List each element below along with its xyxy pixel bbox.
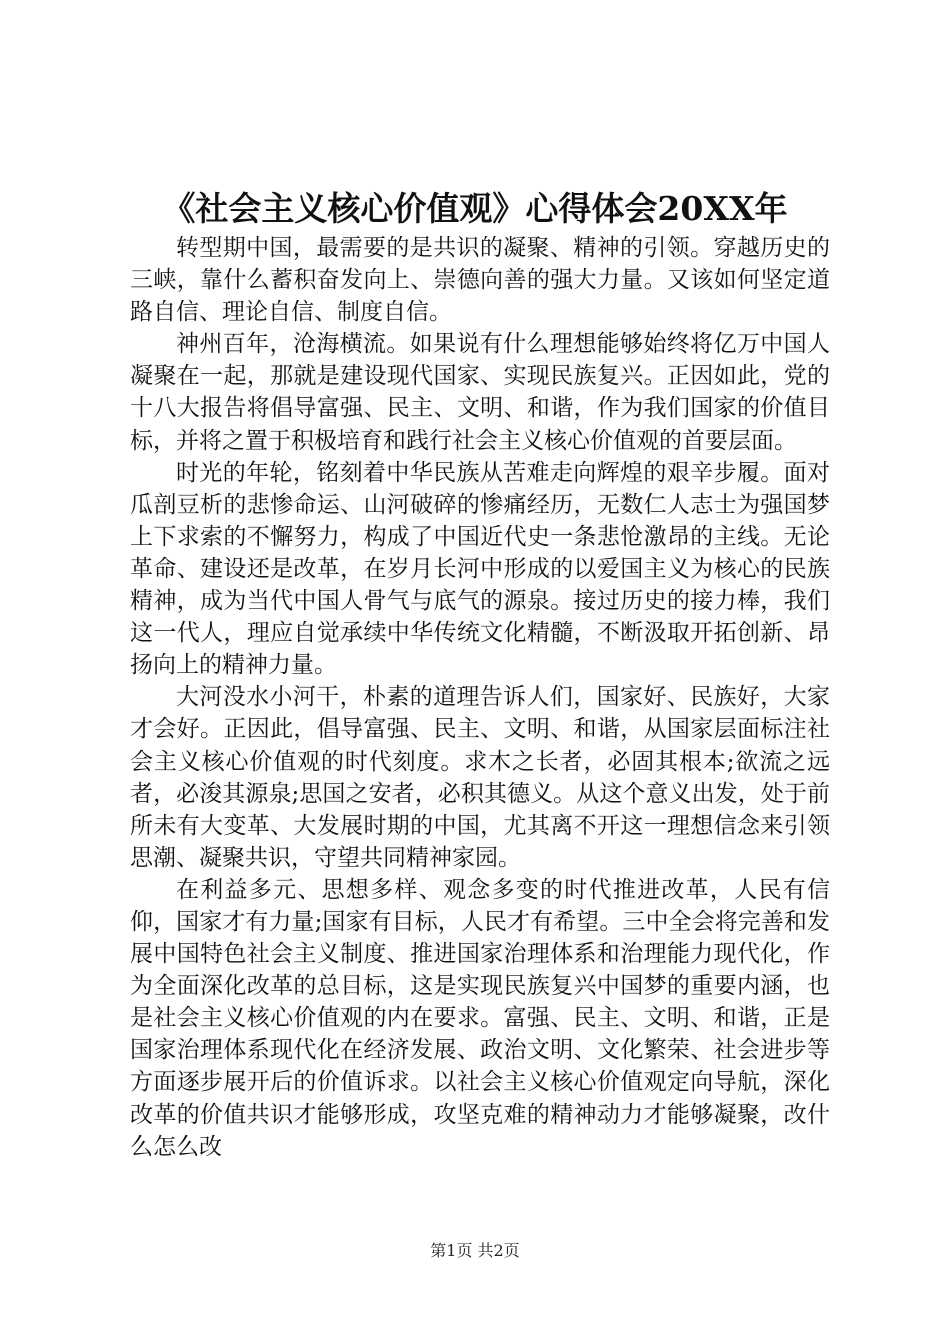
page-title: 《社会主义核心价值观》心得体会20XX年 — [162, 189, 788, 228]
paragraph-4: 大河没水小河干，朴素的道理告诉人们，国家好、民族好，大家才会好。正因此，倡导富强、民主、文明、和谐，从国家层面标注社会主义核心价值观的时代刻度。求木之长者，必固其根本;欲流之远者，必浚其源泉;思国之安者，必积其德义。从这个意义出发，处于前所未有大变革、大发展时期的中国，尤其离不开这一理想信念来引领思潮、凝聚共识，守望共同精神家园。 — [130, 684, 830, 871]
paragraph-3: 时光的年轮，铭刻着中华民族从苦难走向辉煌的艰辛步履。面对瓜剖豆析的悲惨命运、山河破碎的惨痛经历，无数仁人志士为强国梦上下求索的不懈努力，构成了中国近代史一条悲怆激昂的主线。无论革命、建设还是改革，在岁月长河中形成的以爱国主义为核心的民族精神，成为当代中国人骨气与底气的源泉。接过历史的接力棒，我们这一代人，理应自觉承续中华传统文化精髓，不断汲取开拓创新、昂扬向上的精神力量。 — [130, 459, 830, 679]
paragraph-2: 神州百年，沧海横流。如果说有什么理想能够始终将亿万中国人凝聚在一起，那就是建设现代国家、实现民族复兴。正因如此，党的十八大报告将倡导富强、民主、文明、和谐，作为我们国家的价值目标，并将之置于积极培育和践行社会主义核心价值观的首要层面。 — [130, 331, 830, 454]
paragraph-1: 转型期中国，最需要的是共识的凝聚、精神的引领。穿越历史的三峡，靠什么蓄积奋发向上、崇德向善的强大力量。又该如何坚定道路自信、理论自信、制度自信。 — [130, 235, 830, 326]
page-number-footer: 第1页 共2页 — [430, 1241, 520, 1260]
document-body — [130, 232, 830, 1163]
paragraph-5: 在利益多元、思想多样、观念多变的时代推进改革，人民有信仰，国家才有力量;国家有目标，人民才有希望。三中全会将完善和发展中国特色社会主义制度、推进国家治理体系和治理能力现代化，作为全面深化改革的总目标，这是实现民族复兴中国梦的重要内涵，也是社会主义核心价值观的内在要求。富强、民主、文明、和谐，正是国家治理体系现代化在经济发展、政治文明、文化繁荣、社会进步等方面逐步展开后的价值诉求。以社会主义核心价值观定向导航，深化改革的价值共识才能够形成，攻坚克难的精神动力才能够凝聚，改什么怎么改 — [130, 876, 830, 1160]
